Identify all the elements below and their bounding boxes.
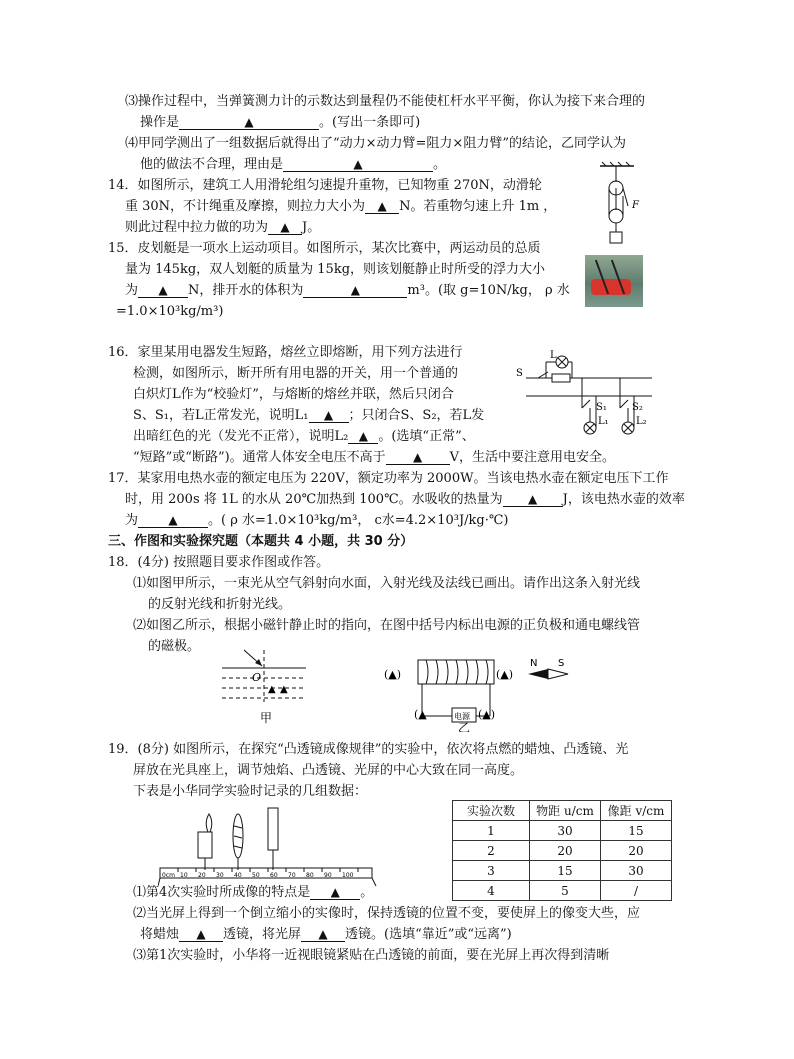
q19-line3: 下表是小华同学实验时记录的几组数据： [133,784,368,799]
table-cell: 20 [601,841,672,861]
answer-blank[interactable]: ▲ [386,450,450,465]
table-row [453,881,672,901]
figure-jia-caption: 甲 [260,711,273,725]
power-right-blank[interactable]: (▲) [478,708,496,721]
table-cell: 15 [601,821,672,841]
lamp2-label: L₂ [636,416,647,427]
q14-line2: 重 30N，不计绳重及摩擦，则拉力大小为 ▲ N。若重物匀速上升 1m ， [125,199,557,214]
table-row [453,841,672,861]
answer-blank[interactable]: ▲ [268,220,302,235]
q14-line1: 14．如图所示，建筑工人用滑轮组匀速提升重物，已知物重 270N，动滑轮 [108,178,542,193]
q16-line2: 检测，如图所示，断开所有用电器的开关，用一个普通的 [133,366,459,381]
table-cell: 15 [530,861,601,881]
ruler-tick: 40 [234,872,242,879]
answer-blank[interactable]: ▲ [310,885,360,900]
q15-line3: 为 ▲ N，排开水的体积为 ▲ m³。(取 g=10N/kg， ρ 水 [125,283,570,298]
q13-part3-line2: 操作是 ▲ 。(写出一条即可) [140,115,421,130]
table-row [453,821,672,841]
q19-line2: 屏放在光具座上，调节烛焰、凸透镜、光屏的中心大致在同一高度。 [133,763,524,778]
q14-line3: 则此过程中拉力做的功为 ▲ J。 [125,220,321,235]
ruler-tick: 10 [180,872,188,879]
q16-line6: “短路”或“断路”)。通常人体安全电压不高于 ▲ V，生活中要注意用电安全。 [133,450,616,465]
answer-blank[interactable]: ▲ [179,927,223,942]
needle-s-label: S [558,658,565,669]
point-o-label: O [252,671,262,684]
table-cell: / [601,881,672,901]
answer-blank[interactable]: ▲ [301,927,345,942]
q16-line3: 白炽灯L作为“校验灯”，与熔断的熔丝并联，然后只闭合 [133,387,454,402]
q18-part1-line1: ⑴如图甲所示，一束光从空气斜射向水面，入射光线及法线已画出。请作出这条入射光线 [133,576,641,591]
ruler-tick: 70 [288,872,296,879]
switch-label: S [516,368,523,379]
ruler-tick: 80 [306,872,314,879]
answer-blank[interactable]: ▲ [503,492,563,507]
q15-line2: 量为 145kg，双人划艇的质量为 15kg，则该划艇静止时所受的浮力大小 [125,262,546,277]
table-header-row [453,801,672,821]
answer-blank[interactable]: ▲ [309,408,349,423]
left-pole-blank[interactable]: (▲) [384,668,402,681]
optical-bench [158,806,378,888]
kayak-photo [585,255,643,307]
q16-line5: 出暗红色的光（发光不正常），说明L₂ ▲ 。(选填“正常”、 [133,429,475,444]
table-cell: 3 [453,861,530,881]
q16-line1: 16．家里某用电器发生短路，熔丝立即熔断，用下列方法进行 [108,345,463,360]
q18-line1: 18．(4分) 按照题目要求作图或作答。 [108,555,330,570]
table-cell: 30 [601,861,672,881]
q15-line4: =1.0×10³kg/m³) [116,304,224,319]
q15-line1: 15．皮划艇是一项水上运动项目。如图所示，某次比赛中，两运动员的总质 [108,241,541,256]
q19-part2-line2: 将蜡烛 ▲ 透镜，将光屏 ▲ 透镜。(选填“靠近”或“远离”) [140,927,512,942]
answer-blank[interactable]: ▲ [179,115,319,130]
circuit-diagram [512,350,662,445]
answer-blank[interactable]: ▲ [138,283,188,298]
q17-line1: 17．某家用电热水壶的额定电压为 220V，额定功率为 2000W。当该电热水壶在额定电压下工作 [108,471,669,486]
experiment-data-table [452,800,672,901]
table-row [453,861,672,881]
q17-line3: 为 ▲ 。( ρ 水=1.0×10³kg/m³， c水=4.2×10³J/kg·℃) [125,513,509,528]
right-pole-blank[interactable]: (▲) [496,668,514,681]
answer-mark[interactable]: ▲ [280,684,288,695]
answer-blank[interactable]: ▲ [365,199,399,214]
lamp-label: L [550,350,557,361]
q18-part1-line2: 的反射光线和折射光线。 [148,597,292,612]
q17-line2: 时，用 200s 将 1L 的水从 20℃加热到 100℃。水吸收的热量为 ▲ J，该电热水壶的效率 [125,492,685,507]
table-cell: 20 [530,841,601,861]
power-left-blank[interactable]: (▲ [414,708,427,721]
solenoid-diagram [378,652,578,732]
table-cell: 2 [453,841,530,861]
lamp1-label: L₁ [598,416,609,427]
q19-part3-line1: ⑶第1次实验时，小华将一近视眼镜紧贴在凸透镜的前面，要在光屏上再次得到清晰 [133,948,610,963]
ruler-tick: 0cm [162,872,175,879]
table-header: 像距 v/cm [601,801,672,821]
q19-line1: 19．(8分) 如图所示，在探究“凸透镜成像规律”的实验中，依次将点燃的蜡烛、凸透镜、光 [108,742,629,757]
table-cell: 5 [530,881,601,901]
answer-blank[interactable]: ▲ [303,283,407,298]
ruler-tick: 100 [342,872,354,879]
q18-part2-line1: ⑵如图乙所示，根据小磁针静止时的指向，在图中括号内标出电源的正负极和通电螺线管 [133,618,641,633]
table-header: 实验次数 [453,801,530,821]
q13-part4-line2: 他的做法不合理，理由是 ▲ 。 [140,157,447,172]
q19-part2-line1: ⑵当光屏上得到一个倒立缩小的实像时，保持透镜的位置不变，要使屏上的像变大些，应 [133,906,641,921]
q13-part4-line1: ⑷甲同学测出了一组数据后就得出了“动力×动力臂=阻力×阻力臂”的结论，乙同学认为 [125,136,626,151]
table-header: 物距 u/cm [530,801,601,821]
pulley-diagram [588,160,648,252]
ruler-tick: 60 [270,872,278,879]
ruler-tick: 50 [252,872,260,879]
table-cell: 4 [453,881,530,901]
answer-mark[interactable]: ▲ [268,684,276,695]
answer-blank[interactable]: ▲ [138,513,208,528]
answer-blank[interactable]: ▲ [283,157,433,172]
figure-yi-caption: 乙 [458,721,471,732]
light-refraction-diagram [218,648,313,726]
ruler-tick: 30 [216,872,224,879]
switch2-label: S₂ [632,402,643,413]
answer-blank[interactable]: ▲ [348,429,378,444]
q19-part1: ⑴第4次实验时所成像的特点是 ▲ 。 [133,885,374,900]
force-label: F [632,200,639,211]
table-cell: 1 [453,821,530,841]
switch1-label: S₁ [596,402,607,413]
table-cell: 30 [530,821,601,841]
power-source-label: 电源 [454,712,470,721]
ruler-tick: 90 [324,872,332,879]
needle-n-label: N [530,658,538,669]
q16-line4: S、S₁，若L正常发光，说明L₁ ▲ ；只闭合S、S₂，若L发 [133,408,485,423]
ruler-tick: 20 [198,872,206,879]
q13-part3-line1: ⑶操作过程中，当弹簧测力计的示数达到量程仍不能使杠杆水平平衡，你认为接下来合理的 [125,94,646,109]
q18-part2-line2: 的磁极。 [148,639,201,654]
section-3-heading: 三、作图和实验探究题（本题共 4 小题，共 30 分） [108,534,414,549]
